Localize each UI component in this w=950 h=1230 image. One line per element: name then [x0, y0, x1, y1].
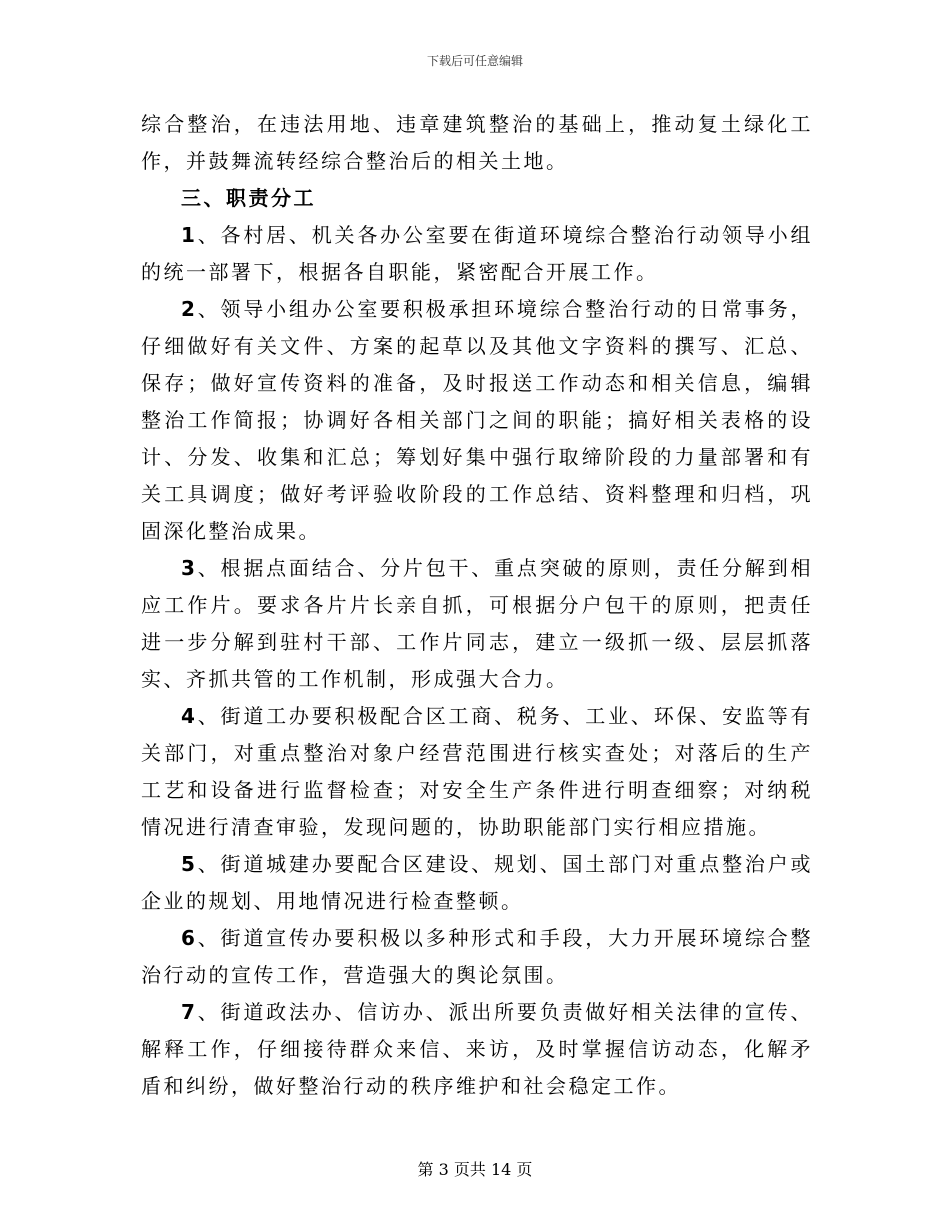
page-header: 下载后可任意编辑	[426, 54, 523, 68]
item-number: 1	[181, 223, 198, 247]
item-number: 7	[181, 1000, 198, 1024]
item-number: 5	[181, 852, 198, 876]
item-number: 6	[181, 926, 198, 950]
list-item	[141, 550, 813, 698]
list-item	[141, 994, 813, 1105]
item-text: 、街道宣传办要积极以多种形式和手段，大力开展环境综合整治行动的宣传工作，营造强大的舆论氛围。	[141, 926, 813, 987]
item-number: 3	[181, 556, 198, 580]
list-item	[141, 217, 813, 291]
section-heading: 三、职责分工	[181, 186, 316, 210]
item-text: 、领导小组办公室要积极承担环境综合整治行动的日常事务，仔细做好有关文件、方案的起草以及其他文字资料的撰写、汇总、保存；做好宣传资料的准备，及时报送工作动态和相关信息，编辑整治工作简报；协调好各相关部门之间的职能；搞好相关表格的设计、分发、收集和汇总；筹划好集中强行取缔阶段的力量部署和有关工具调度；做好考评验收阶段的工作总结、资料整理和归档，巩固深化整治成果。	[141, 297, 813, 543]
item-text: 、各村居、机关各办公室要在街道环境综合整治行动领导小组的统一部署下，根据各自职能，紧密配合开展工作。	[141, 223, 813, 284]
list-item	[141, 920, 813, 994]
item-text: 、街道城建办要配合区建设、规划、国土部门对重点整治户或企业的规划、用地情况进行检查整顿。	[141, 852, 813, 913]
list-item	[141, 846, 813, 920]
list-item	[141, 291, 813, 550]
document-body	[141, 106, 813, 1105]
item-text: 、根据点面结合、分片包干、重点突破的原则，责任分解到相应工作片。要求各片片长亲自抓，可根据分户包干的原则，把责任进一步分解到驻村干部、工作片同志，建立一级抓一级、层层抓落实、齐抓共管的工作机制，形成强大合力。	[141, 556, 813, 691]
item-number: 2	[181, 297, 198, 321]
item-text: 、街道政法办、信访办、派出所要负责做好相关法律的宣传、解释工作，仔细接待群众来信、来访，及时掌握信访动态，化解矛盾和纠纷，做好整治行动的秩序维护和社会稳定工作。	[141, 1000, 813, 1098]
page-footer: 第 3 页共 14 页	[417, 1160, 533, 1179]
item-number: 4	[181, 704, 198, 728]
item-text: 、街道工办要积极配合区工商、税务、工业、环保、安监等有关部门，对重点整治对象户经营范围进行核实查处；对落后的生产工艺和设备进行监督检查；对安全生产条件进行明查细察；对纳税情况进行清查审验，发现问题的，协助职能部门实行相应措施。	[141, 704, 813, 839]
list-item	[141, 698, 813, 846]
intro-paragraph: 综合整治，在违法用地、违章建筑整治的基础上，推动复土绿化工作，并鼓舞流转经综合整治后的相关土地。	[141, 112, 813, 173]
